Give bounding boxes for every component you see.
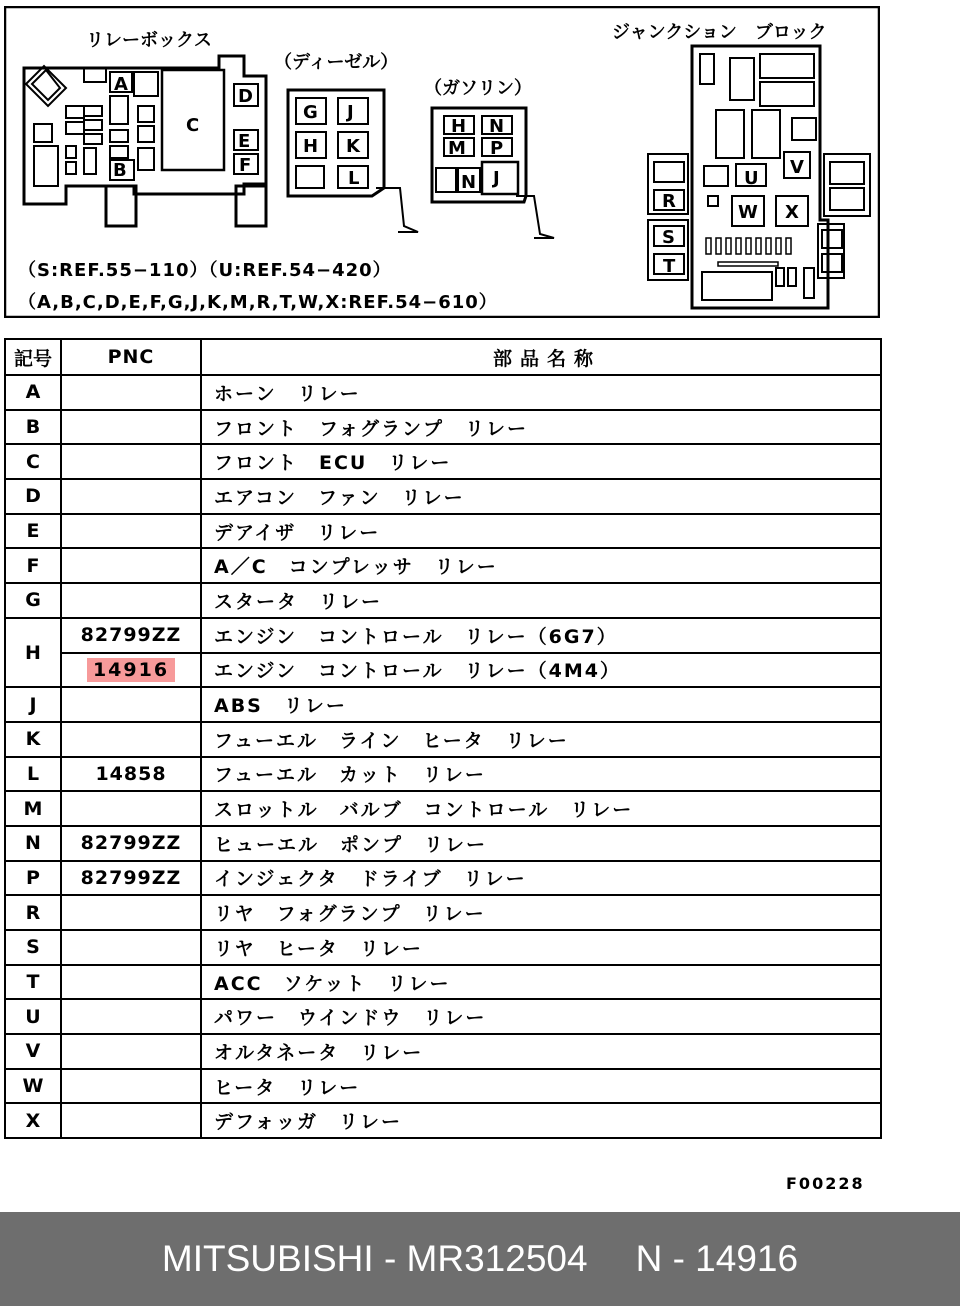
- relay-letter-e: E: [238, 131, 251, 152]
- footer-reference: N - 14916: [635, 1238, 799, 1279]
- row-symbol: M: [5, 791, 61, 826]
- gasoline-letter-h: H: [451, 116, 467, 137]
- row-symbol: X: [5, 1103, 61, 1138]
- row-symbol: G: [5, 583, 61, 618]
- row-symbol: K: [5, 722, 61, 757]
- row-pnc: [61, 548, 201, 583]
- relay-letter-b: B: [113, 160, 127, 181]
- row-part-name: ヒータ リレー: [201, 1069, 881, 1104]
- row-pnc: [61, 687, 201, 722]
- diesel-letter-l: L: [348, 168, 360, 189]
- junction-letter-v: V: [790, 157, 804, 178]
- row-part-name: フューエル ライン ヒータ リレー: [201, 722, 881, 757]
- row-pnc: 82799ZZ: [61, 861, 201, 896]
- table-row: [5, 722, 881, 757]
- gasoline-letter-m: M: [448, 138, 466, 159]
- row-pnc: [61, 583, 201, 618]
- junction-block-title: ジャンクション ブロック: [612, 22, 827, 43]
- diesel-label: （ディーゼル）: [274, 52, 399, 73]
- row-pnc: [61, 410, 201, 445]
- relay-box-title: リレーボックス: [86, 30, 212, 51]
- junction-letter-t: T: [663, 256, 676, 277]
- relay-location-diagram: [4, 6, 880, 318]
- table-row: [5, 757, 881, 792]
- row-symbol: R: [5, 895, 61, 930]
- gasoline-label: （ガソリン）: [424, 78, 532, 99]
- row-symbol: L: [5, 757, 61, 792]
- gasoline-letter-n2: N: [461, 172, 477, 193]
- row-part-name: インジェクタ ドライブ リレー: [201, 861, 881, 896]
- relay-letter-a: A: [114, 74, 128, 95]
- row-part-name: エアコン ファン リレー: [201, 479, 881, 514]
- header-symbol: 記号: [5, 339, 61, 375]
- row-symbol: D: [5, 479, 61, 514]
- relay-letter-c: C: [186, 115, 200, 136]
- row-pnc: [61, 514, 201, 549]
- parts-table: [4, 338, 882, 1139]
- gasoline-letter-p: P: [490, 138, 504, 159]
- table-row: [5, 999, 881, 1034]
- row-symbol: P: [5, 861, 61, 896]
- row-symbol: W: [5, 1069, 61, 1104]
- row-pnc: [61, 1034, 201, 1069]
- highlighted-pnc: 14916: [87, 658, 175, 682]
- ref-line-1: （S:REF.55−110）（U:REF.54−420）: [18, 260, 392, 281]
- junction-block-drawing: [648, 46, 870, 308]
- table-row: [5, 1034, 881, 1069]
- row-pnc: [61, 965, 201, 1000]
- row-pnc: [61, 930, 201, 965]
- row-pnc: 82799ZZ: [61, 826, 201, 861]
- row-pnc: [61, 791, 201, 826]
- relay-letter-f: F: [239, 155, 252, 176]
- row-part-name: パワー ウインドウ リレー: [201, 999, 881, 1034]
- junction-letter-r: R: [662, 191, 676, 212]
- row-symbol: N: [5, 826, 61, 861]
- footer-brand-part: MITSUBISHI - MR312504: [161, 1238, 588, 1279]
- parts-table-body: [5, 375, 881, 1138]
- table-row: [5, 444, 881, 479]
- table-row: [5, 514, 881, 549]
- relay-box-drawing: [24, 56, 266, 226]
- row-pnc: [61, 653, 201, 688]
- table-row: [5, 965, 881, 1000]
- table-row: [5, 375, 881, 410]
- table-row: [5, 548, 881, 583]
- row-pnc: [61, 1103, 201, 1138]
- row-part-name: エンジン コントロール リレー（6G7）: [201, 618, 881, 653]
- figure-code: F00228: [786, 1174, 865, 1193]
- row-symbol: H: [5, 618, 61, 687]
- junction-letter-w: W: [738, 202, 758, 223]
- row-pnc: [61, 999, 201, 1034]
- table-row: [5, 861, 881, 896]
- row-part-name: オルタネータ リレー: [201, 1034, 881, 1069]
- row-pnc: 82799ZZ: [61, 618, 201, 653]
- table-row: [5, 653, 881, 688]
- footer-bar: [0, 1212, 960, 1306]
- table-row: [5, 826, 881, 861]
- table-row: [5, 687, 881, 722]
- header-pnc: PNC: [61, 339, 201, 375]
- row-part-name: デフォッガ リレー: [201, 1103, 881, 1138]
- row-pnc: 14858: [61, 757, 201, 792]
- table-row: [5, 1103, 881, 1138]
- junction-letter-s: S: [662, 227, 675, 248]
- table-row: [5, 895, 881, 930]
- table-row: [5, 618, 881, 653]
- row-pnc: [61, 479, 201, 514]
- row-symbol: S: [5, 930, 61, 965]
- row-symbol: V: [5, 1034, 61, 1069]
- row-part-name: スロットル バルブ コントロール リレー: [201, 791, 881, 826]
- row-part-name: ホーン リレー: [201, 375, 881, 410]
- table-header-row: [5, 339, 881, 375]
- row-symbol: C: [5, 444, 61, 479]
- diesel-letter-k: K: [346, 136, 360, 157]
- row-pnc: [61, 375, 201, 410]
- row-part-name: フロント フォグランプ リレー: [201, 410, 881, 445]
- diesel-letter-g: G: [303, 102, 318, 123]
- table-row: [5, 930, 881, 965]
- table-row: [5, 791, 881, 826]
- row-symbol: J: [5, 687, 61, 722]
- row-pnc: [61, 722, 201, 757]
- row-symbol: T: [5, 965, 61, 1000]
- row-part-name: フューエル カット リレー: [201, 757, 881, 792]
- row-part-name: スタータ リレー: [201, 583, 881, 618]
- row-symbol: F: [5, 548, 61, 583]
- diesel-letter-h: H: [303, 136, 319, 157]
- table-row: [5, 479, 881, 514]
- table-row: [5, 1069, 881, 1104]
- row-pnc: [61, 895, 201, 930]
- row-part-name: フロント ECU リレー: [201, 444, 881, 479]
- table-row: [5, 410, 881, 445]
- row-part-name: ABS リレー: [201, 687, 881, 722]
- row-pnc: [61, 444, 201, 479]
- table-row: [5, 583, 881, 618]
- row-part-name: ヒューエル ポンプ リレー: [201, 826, 881, 861]
- row-part-name: リヤ フォグランプ リレー: [201, 895, 881, 930]
- row-part-name: エンジン コントロール リレー（4M4）: [201, 653, 881, 688]
- row-part-name: デアイザ リレー: [201, 514, 881, 549]
- ref-line-2: （A,B,C,D,E,F,G,J,K,M,R,T,W,X:REF.54−610）: [18, 292, 498, 313]
- row-part-name: リヤ ヒータ リレー: [201, 930, 881, 965]
- gasoline-letter-j: J: [493, 168, 500, 189]
- row-symbol: B: [5, 410, 61, 445]
- row-part-name: A／C コンプレッサ リレー: [201, 548, 881, 583]
- row-symbol: U: [5, 999, 61, 1034]
- header-part-name: 部品名称: [201, 339, 881, 375]
- junction-letter-u: U: [744, 168, 759, 189]
- relay-letter-d: D: [238, 86, 253, 107]
- row-part-name: ACC ソケット リレー: [201, 965, 881, 1000]
- junction-letter-x: X: [785, 202, 799, 223]
- row-pnc: [61, 1069, 201, 1104]
- diesel-letter-j: J: [347, 102, 354, 123]
- row-symbol: E: [5, 514, 61, 549]
- gasoline-letter-n: N: [489, 116, 505, 137]
- row-symbol: A: [5, 375, 61, 410]
